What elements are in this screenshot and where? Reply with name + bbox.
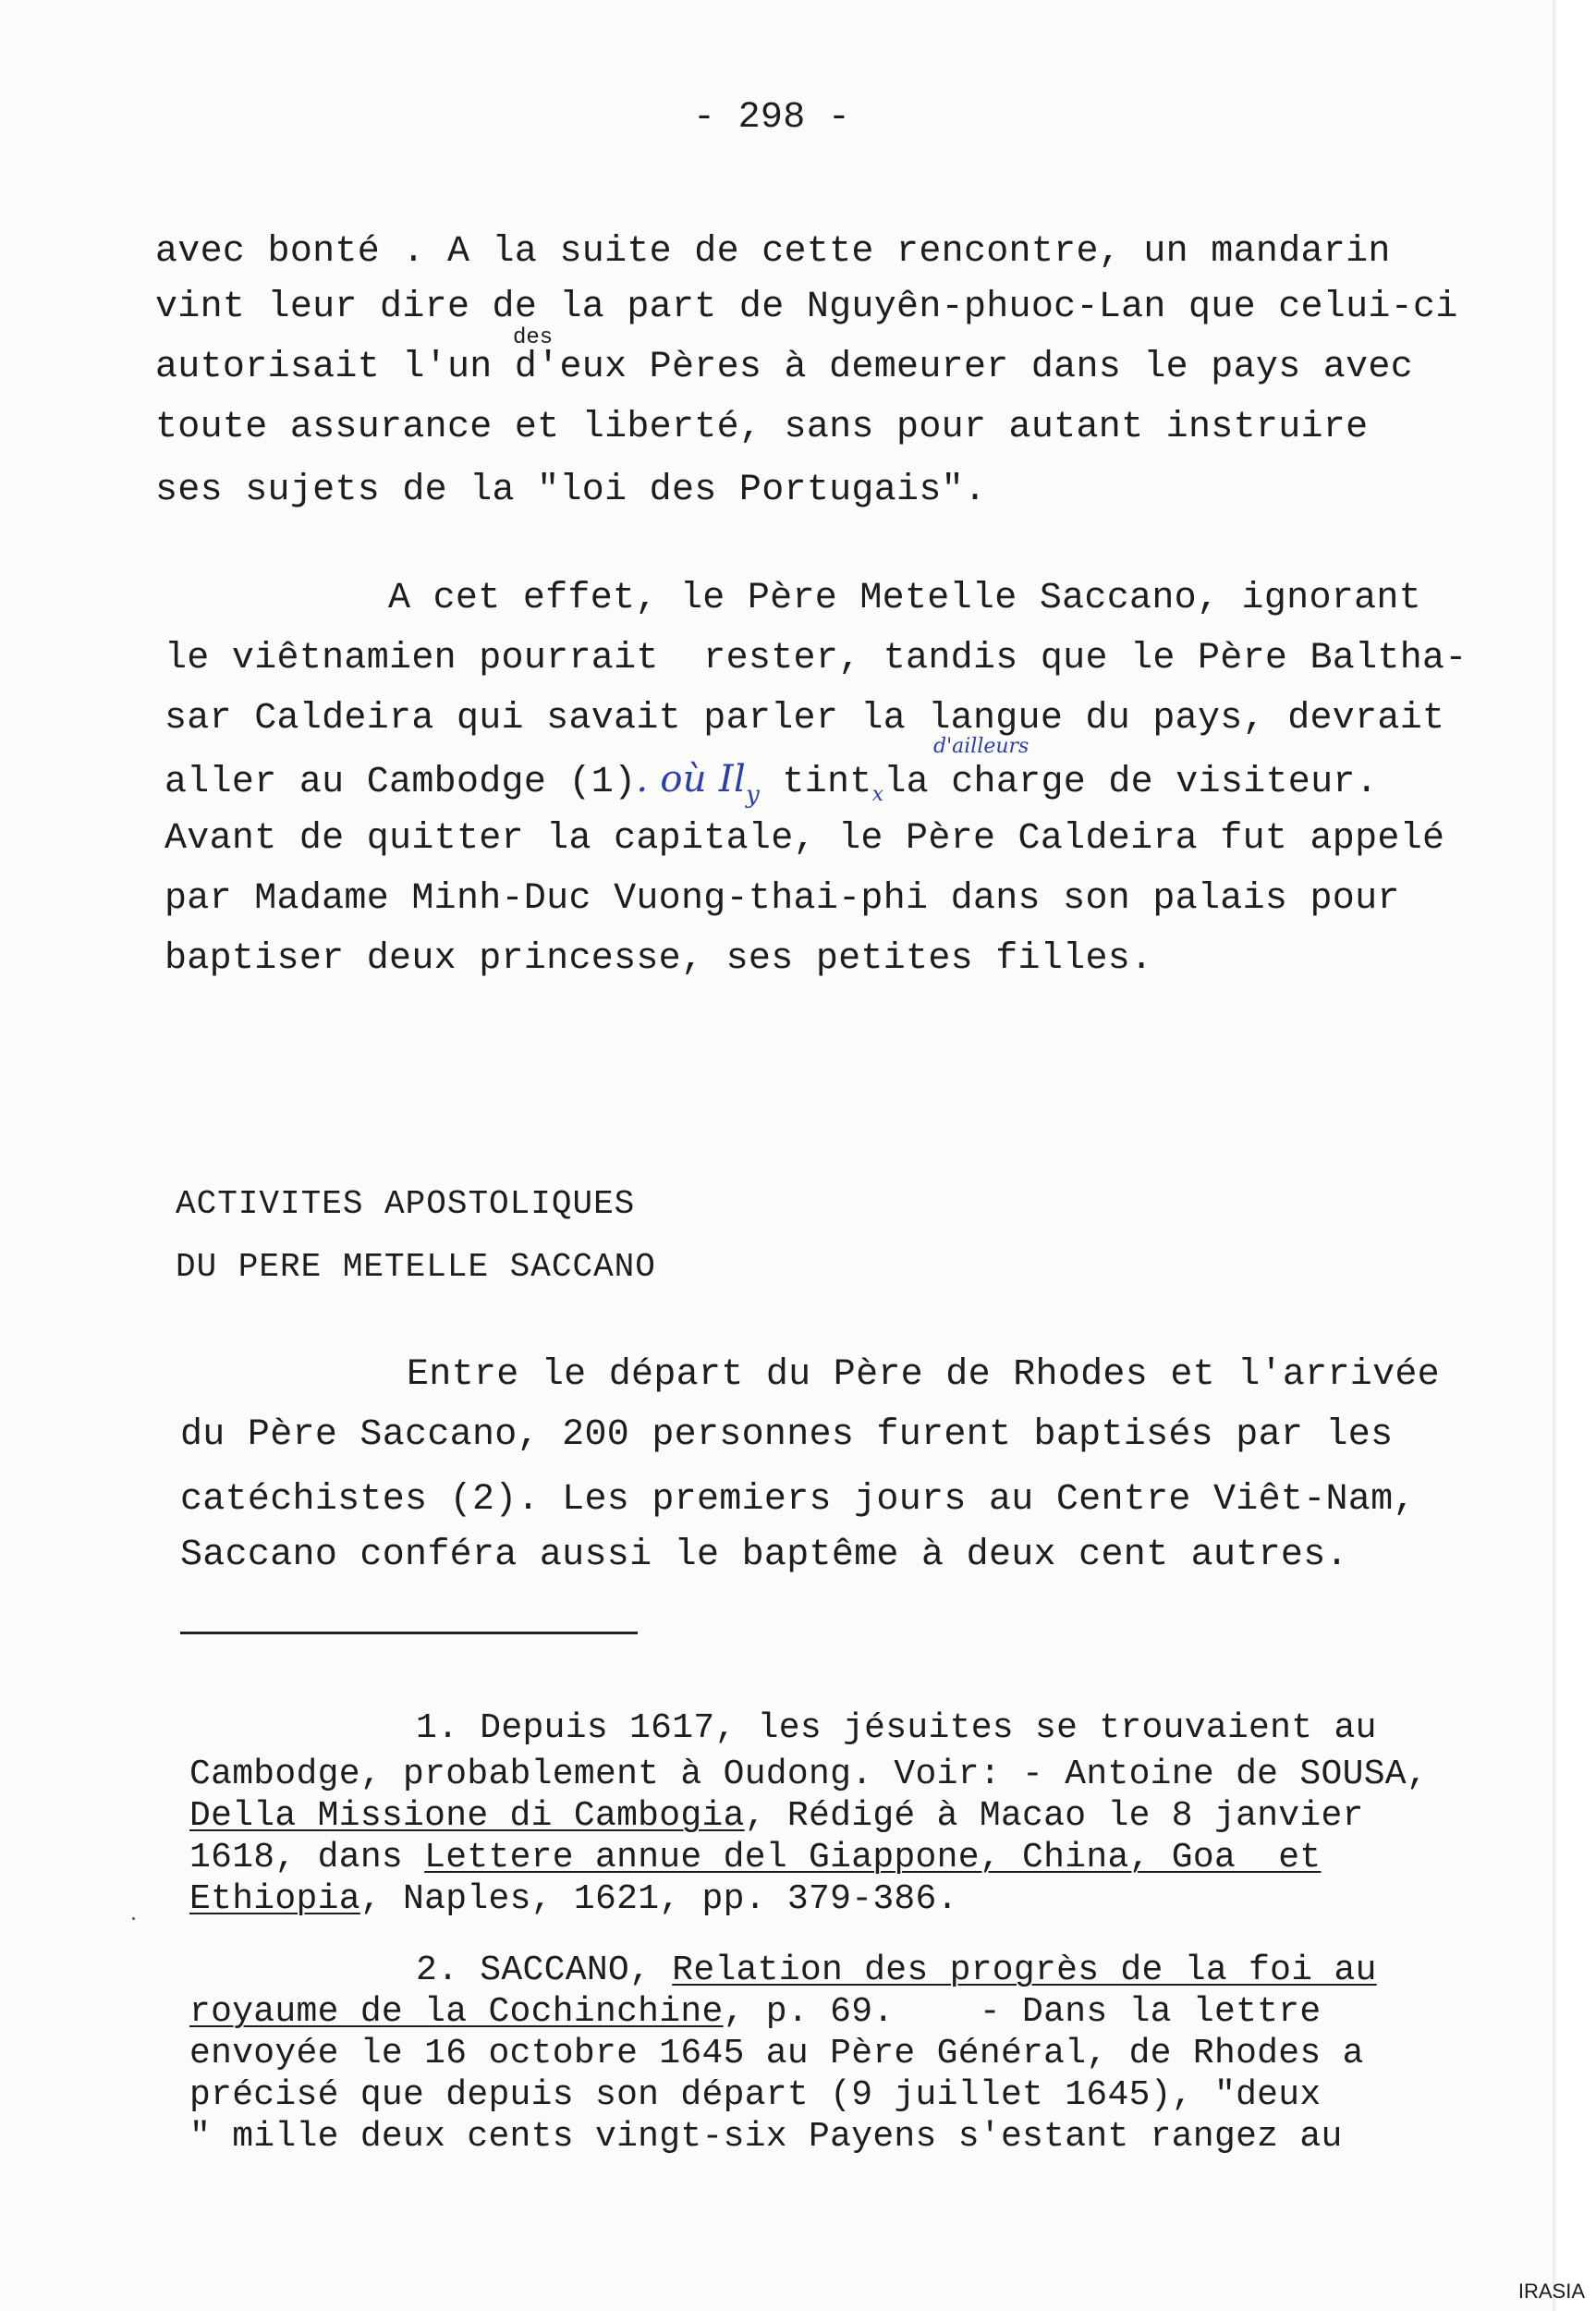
footnote-1-title-della-missione: Della Missione di Cambogia xyxy=(189,1796,745,1836)
handwritten-insert-des: des xyxy=(513,325,554,350)
paragraph-1-line-2: vint leur dire de la part de Nguyên-phuoc-Lan que celui-ci xyxy=(155,287,1458,328)
paragraph-3-line-3: catéchistes (2). Les premiers jours au Centre Viêt-Nam, xyxy=(180,1479,1416,1521)
paragraph-2-line-4-rest: la charge de visiteur. xyxy=(883,762,1379,803)
section-heading-line-1: ACTIVITES APOSTOLIQUES xyxy=(176,1185,636,1223)
paragraph-1-line-1: avec bonté . A la suite de cette rencontre, un mandarin xyxy=(155,231,1391,273)
footnote-2-title-royaume: royaume de la Cochinchine xyxy=(189,1992,724,2032)
footnote-1-line-4-pre: 1618, dans xyxy=(189,1838,425,1877)
word-tint: tint xyxy=(782,762,872,803)
stray-mark xyxy=(132,1917,135,1920)
footnote-1-line-4 xyxy=(189,1838,1322,1877)
page-edge xyxy=(1553,0,1596,2311)
footnote-2-line-3: envoyée le 16 octobre 1645 au Père Général, de Rhodes a xyxy=(189,2034,1364,2073)
footnote-1-line-2: Cambodge, probablement à Oudong. Voir: - Antoine de SOUSA, xyxy=(189,1755,1429,1794)
paragraph-1-line-5: ses sujets de la "loi des Portugais". xyxy=(155,470,987,511)
paragraph-2-line-3: sar Caldeira qui savait parler la langue du pays, devrait xyxy=(164,698,1445,740)
footnote-1-line-3-rest: , Rédigé à Macao le 8 janvier xyxy=(744,1796,1364,1836)
footnote-1-title-lettere-annue: Lettere annue del Giappone, China, Goa et xyxy=(424,1838,1322,1877)
footnote-2-line-4: précisé que depuis son départ (9 juillet 1645), "deux xyxy=(189,2075,1322,2115)
footnote-2-title-relation: Relation des progrès de la foi au xyxy=(672,1950,1377,1990)
section-heading-line-2: DU PERE METELLE SACCANO xyxy=(176,1248,656,1286)
paragraph-3-line-2: du Père Saccano, 200 personnes furent baptisés par les xyxy=(180,1414,1394,1456)
footnote-1-line-1: 1. Depuis 1617, les jésuites se trouvaient au xyxy=(416,1708,1377,1748)
paragraph-2-line-6: par Madame Minh-Duc Vuong-thai-phi dans son palais pour xyxy=(164,878,1400,920)
footnote-2-line-5: " mille deux cents vingt-six Payens s'estant rangez au xyxy=(189,2117,1343,2157)
paragraph-2-line-5: Avant de quitter la capitale, le Père Caldeira fut appelé xyxy=(164,818,1445,860)
paragraph-1-line-3: autorisait l'un d'eux Pères à demeurer dans le pays avec xyxy=(155,347,1414,388)
paragraph-2-line-7: baptiser deux princesse, ses petites filles. xyxy=(164,938,1153,980)
paragraph-3-line-4: Saccano conféra aussi le baptême à deux cent autres. xyxy=(180,1535,1348,1576)
paragraph-2-line-4-typed: aller au Cambodge (1) xyxy=(164,762,637,803)
footnote-2-line-2 xyxy=(189,1992,1322,2032)
footnote-1-line-5 xyxy=(189,1879,958,1919)
handwritten-mark-x: x xyxy=(871,783,884,806)
watermark: IRASIA xyxy=(1517,2280,1585,2303)
footnote-2-line-1 xyxy=(416,1950,1377,1990)
paragraph-3-line-1: Entre le départ du Père de Rhodes et l'arrivée xyxy=(407,1354,1440,1396)
paragraph-2-line-1: A cet effet, le Père Metelle Saccano, ignorant xyxy=(388,578,1421,619)
paragraph-2-line-4 xyxy=(164,758,1378,809)
handwritten-insert-dailleurs: d'ailleurs xyxy=(933,735,1029,758)
footnote-2-line-2-rest: , p. 69. - Dans la lettre xyxy=(723,1992,1322,2032)
footnote-1-line-5-rest: , Naples, 1621, pp. 379-386. xyxy=(359,1879,958,1919)
footnote-2-line-1-pre: 2. SACCANO, xyxy=(416,1950,673,1990)
page-number: - 298 - xyxy=(693,97,851,139)
footnote-1-title-ethiopia: Ethiopia xyxy=(189,1879,360,1919)
paragraph-2-line-2: le viêtnamien pourrait rester, tandis que le Père Baltha- xyxy=(164,638,1468,679)
footnote-1-line-3 xyxy=(189,1796,1364,1836)
footnote-separator xyxy=(180,1632,638,1634)
handwritten-correction-ou-il: . où Il xyxy=(636,758,747,801)
handwritten-mark-y: y xyxy=(746,781,761,809)
paragraph-1-line-4: toute assurance et liberté, sans pour autant instruire xyxy=(155,407,1369,448)
